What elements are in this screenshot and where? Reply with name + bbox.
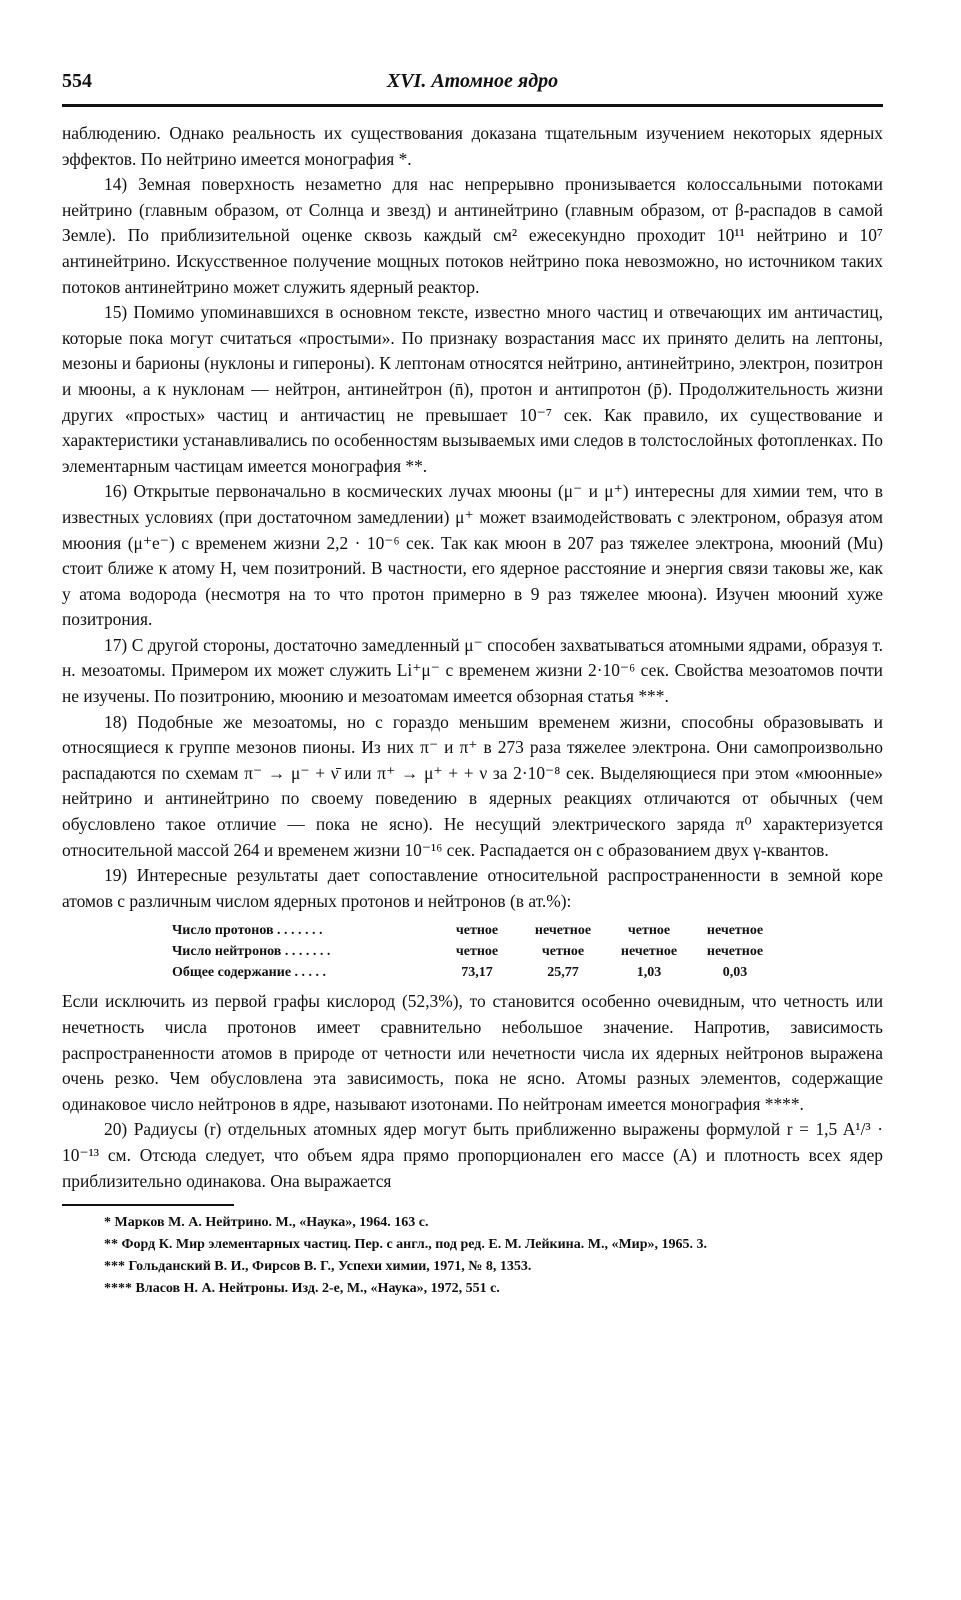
paragraph: 14) Земная поверхность незаметно для нас непрерывно пронизывается колоссальными потоками нейтрино (главным образом, от Солнца и звезд) и антинейтрино (главным образом, от β-распадов в самой Земле). По приблизительной оценке сквозь каждый см² ежесекундно проходит 10¹¹ нейтрино и 10⁷ антинейтрино. Искусственное получение мощных потоков нейтрино пока невозможно, но источником таких потоков антинейтрино может служить ядерный реактор.	[62, 174, 883, 297]
table-cell: 0,03	[722, 965, 748, 981]
row-label: Число протонов . . . . . . .	[172, 923, 323, 939]
table-cell: четное	[455, 923, 499, 939]
paragraph: 18) Подобные же мезоатомы, но с гораздо меньшим временем жизни, способны образовывать и относящиеся к группе мезонов пионы. Из них π⁻ и π⁺ в 273 раза тяжелее электрона. Они самопроизвольно распадаются по схемам π⁻ → μ⁻ + ν̄ или π⁺ → μ⁺ + + ν за 2·10⁻⁸ сек. Выделяющиеся при этом «мюонные» нейтрино и антинейтрино по своему поведению в ядерных реакциях отличаются от обычных (чем обусловлено такое отличие — пока не ясно). Не несущий электрического заряда π⁰ характеризуется относительной массой 264 и временем жизни 10⁻¹⁶ сек. Распадается он с образованием двух γ-квантов.	[62, 711, 883, 860]
table-cell: четное	[627, 923, 671, 939]
footnote: *** Гольданский В. И., Фирсов В. Г., Успехи химии, 1971, № 8, 1353.	[104, 1259, 532, 1275]
row-label: Общее содержание . . . . .	[172, 965, 327, 981]
paragraph: 20) Радиусы (r) отдельных атомных ядер могут быть приближенно выражены формулой r = 1,5 A¹/³ · 10⁻¹³ см. Отсюда следует, что объем ядра прямо пропорционален его массе (A) и плотность всех ядер приблизительно одинакова. Она выражается	[62, 1119, 883, 1191]
table-cell: четное	[541, 944, 585, 960]
footnotes	[62, 1212, 883, 1300]
paragraph: Если исключить из первой графы кислород (52,3%), то становится особенно очевидным, что четность или нечетность числа протонов имеет сравнительно небольшое значение. Напротив, зависимость распространенности атомов в природе от четности или нечетности числа их ядерных нейтронов выражена очень резко. Чем обусловлена эта зависимость, пока не ясно. Атомы разных элементов, содержащие одинаковое число нейтронов в ядре, называют изотонами. По нейтронам имеется монография ****.	[62, 991, 883, 1114]
table-cell: нечетное	[706, 944, 764, 960]
table-row	[172, 962, 883, 983]
footnote-rule	[62, 1204, 234, 1206]
footnote: * Марков М. А. Нейтрино. М., «Наука», 1964. 163 с.	[104, 1215, 429, 1231]
paragraph: наблюдению. Однако реальность их существования доказана тщательным изучением некоторых ядерных эффектов. По нейтрино имеется монография *.	[62, 123, 883, 169]
footnote: **** Власов Н. А. Нейтроны. Изд. 2-е, М., «Наука», 1972, 551 с.	[104, 1281, 500, 1297]
table-cell: нечетное	[706, 923, 764, 939]
paragraph: 15) Помимо упоминавшихся в основном тексте, известно много частиц и отвечающих им античастиц, которые пока могут считаться «простыми». По признаку возрастания масс их принято делить на лептоны, мезоны и барионы (нуклоны и гипероны). К лептонам относятся нейтрино, антинейтрино, электрон, позитрон и мюоны, а к нуклонам — нейтрон, антинейтрон (n̄), протон и антипротон (p̄). Продолжительность жизни других «простых» частиц и античастиц не превышает 10⁻⁷ сек. Как правило, их существование и характеристики устанавливались по особенностям вызываемых ими следов в толстослойных фотопленках. По элементарным частицам имеется монография **.	[62, 302, 883, 476]
row-label: Число нейтронов . . . . . . .	[172, 944, 331, 960]
table-cell: нечетное	[620, 944, 678, 960]
header-rule	[62, 104, 883, 107]
paragraph: 16) Открытые первоначально в космических лучах мюоны (μ⁻ и μ⁺) интересны для химии тем, что в известных условиях (при достаточном замедлении) μ⁺ может взаимодействовать с электроном, образуя атом мюония (μ⁺e⁻) с временем жизни 2,2 · 10⁻⁶ сек. Так как мюон в 207 раз тяжелее электрона, мюоний (Mu) стоит ближе к атому Н, чем позитроний. В частности, его ядерное расстояние и энергия связи таковы же, как у атома водорода (несмотря на то что протон примерно в 9 раз тяжелее мюона). Изучен мюоний хуже позитрония.	[62, 481, 883, 630]
page-number: 554	[62, 70, 92, 92]
paragraph: 17) С другой стороны, достаточно замедленный μ⁻ способен захватываться атомными ядрами, образуя т. н. мезоатомы. Примером их может служить Li⁺μ⁻ с временем жизни 2·10⁻⁶ сек. Свойства мезоатомов почти не изучены. По позитронию, мюонию и мезоатомам имеется обзорная статья ***.	[62, 634, 883, 707]
table-cell: 25,77	[547, 965, 579, 981]
table-cell: нечетное	[534, 923, 592, 939]
page-header	[62, 70, 883, 98]
table-row	[172, 920, 883, 941]
body-text	[62, 121, 883, 1194]
table-cell: 1,03	[636, 965, 662, 981]
footnote: ** Форд К. Мир элементарных частиц. Пер. с англ., под ред. Е. М. Лейкина. М., «Мир», 1965. 3.	[104, 1237, 708, 1253]
table-row	[172, 941, 883, 962]
running-title: XVI. Атомное ядро	[386, 70, 559, 92]
table-cell: четное	[455, 944, 499, 960]
abundance-table	[172, 920, 883, 983]
table-cell: 73,17	[461, 965, 493, 981]
paragraph: 19) Интересные результаты дает сопоставление относительной распространенности в земной коре атомов с различным числом ядерных протонов и нейтронов (в ат.%):	[62, 865, 883, 911]
